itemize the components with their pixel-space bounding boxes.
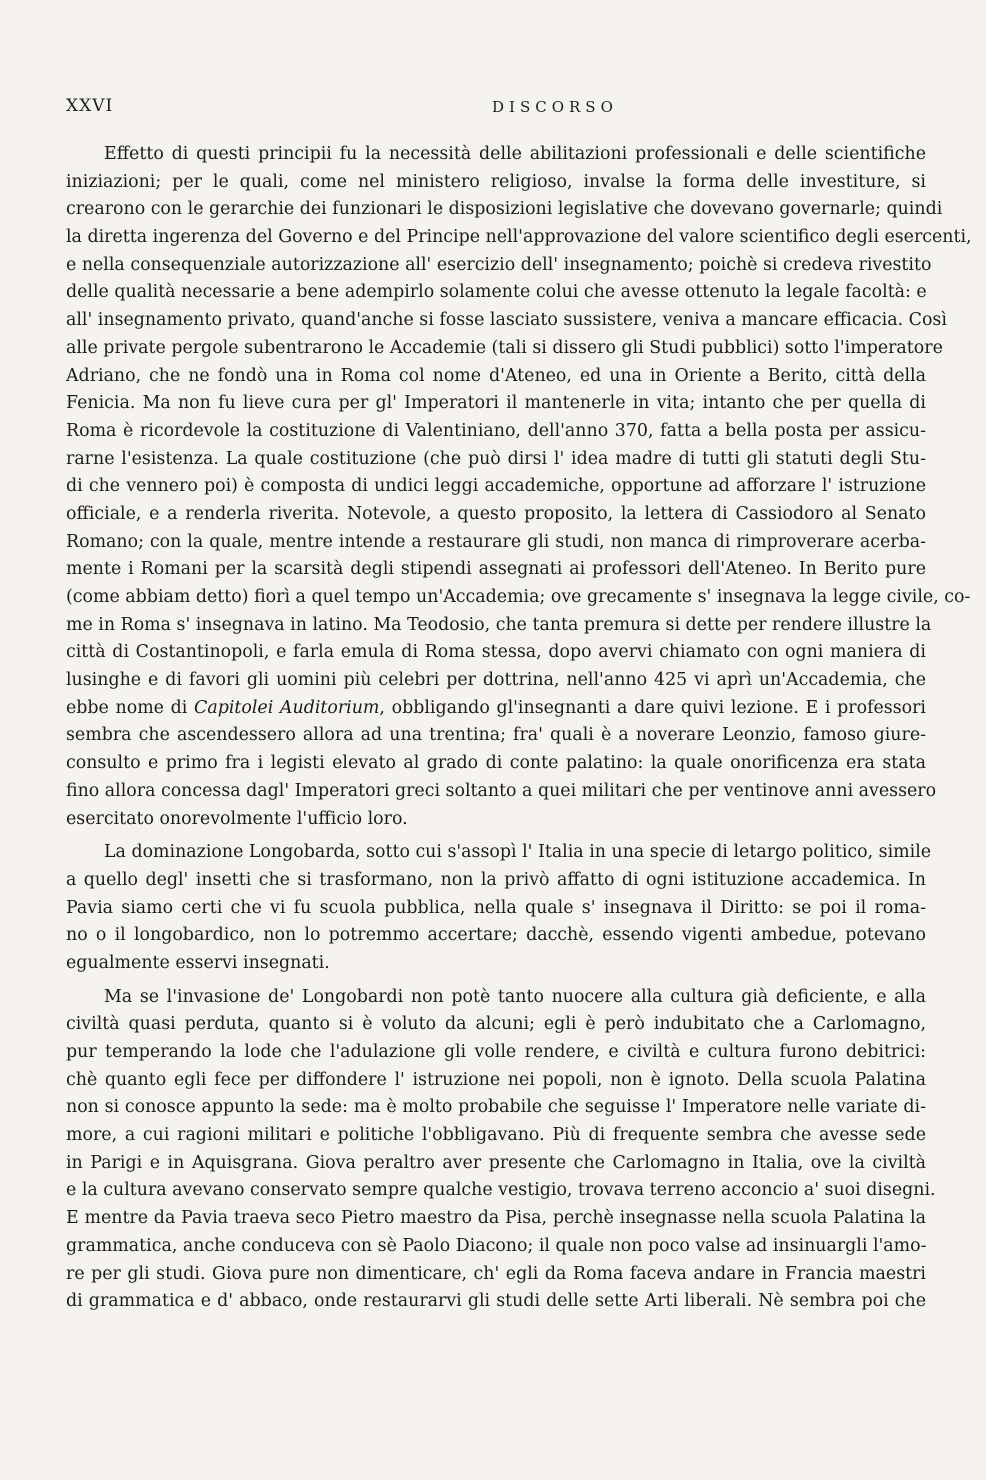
text-line: delle qualità necessarie a bene adempirlo solamente colui che avesse ottenuto la legale facoltà: e [66,282,927,303]
text-line: officiale, e a renderla riverita. Notevole, a questo proposito, la lettera di Cassiodoro al Senato [66,503,926,524]
text-line: more, a cui ragioni militari e politiche l'obbligavano. Più di frequente sembra che avesse sede [66,1125,926,1146]
text-line: (come abbiam detto) fiorì a quel tempo un'Accademia; ove grecamente s' insegnava la legge civile, co- [66,587,971,607]
text-line: La dominazione Longobarda, sotto cui s'assopì l' Italia in una specie di letargo politico, simile [104,842,932,863]
text-line: Roma è ricordevole la costituzione di Valentiniano, dell'anno 370, fatta a bella posta per assicu- [66,420,926,441]
text-line: chè quanto egli fece per diffondere l' istruzione nei popoli, non è ignoto. Della scuola Palatina [66,1069,926,1090]
text-line: crearono con le gerarchie dei funzionari le disposizioni legislative che dovevano governarle; quindi [66,199,943,220]
text-line: lusinghe e di favori gli uomini più celebri per dottrina, nell'anno 425 vi aprì un'Accademia, che [66,670,926,691]
text-line: Adriano, che ne fondò una in Roma col nome d'Ateneo, ed una in Oriente a Berito, città della [66,365,926,386]
text-line: città di Costantinopoli, e farla emula di Roma stessa, dopo avervi chiamato con ogni maniera di [66,642,926,663]
text-line: re per gli studi. Giova pure non dimenticare, ch' egli da Roma faceva andare in Francia maestri [66,1263,926,1284]
text-line: di che vennero poi) è composta di undici leggi accademiche, opportune ad afforzare l' istruzione [66,476,926,497]
text-line: e la cultura avevano conservato sempre qualche vestigio, trovava terreno acconcio a' suoi disegni. [66,1180,936,1201]
text-line: a quello degl' insetti che si trasformano, non la privò affatto di ogni istituzione accademica. In [66,869,926,890]
text-line: la diretta ingerenza del Governo e del Principe nell'approvazione del valore scientifico degli esercenti, [66,227,972,248]
text-line: in Parigi e in Aquisgrana. Giova peraltro aver presente che Carlomagno in Italia, ove la civiltà [66,1152,926,1173]
running-title: DISCORSO [492,98,618,116]
text-line: alle private pergole subentrarono le Accademie (tali si dissero gli Studi pubblici) sotto l'imperatore [66,337,943,358]
text-line: non si conosce appunto la sede: ma è molto probabile che seguisse l' Imperatore nelle variate di- [66,1097,926,1118]
paragraph-1 [66,141,972,833]
text-line: Ma se l'invasione de' Longobardi non potè tanto nuocere alla cultura già deficiente, e alla [104,986,926,1007]
text-line: E mentre da Pavia traeva seco Pietro maestro da Pisa, perchè insegnasse nella scuola Palatina la [66,1208,926,1229]
text-line: egualmente esservi insegnati. [66,952,330,973]
text-line: esercitato onorevolmente l'ufficio loro. [66,808,408,829]
paragraph-3 [66,984,936,1316]
text-line: me in Roma s' insegnava in latino. Ma Teodosio, che tanta premura si dette per rendere illustre la [66,614,932,635]
body-text [66,141,972,1316]
text-line: no o il longobardico, non lo potremmo accertare; dacchè, essendo vigenti ambedue, potevano [66,925,926,946]
text-line: Pavia siamo certi che vi fu scuola pubblica, nella quale s' insegnava il Diritto: se poi il roma- [66,897,926,918]
text-line: consulto e primo fra i legisti elevato al grado di conte palatino: la quale onorificenza era stata [66,753,926,774]
text-line: Fenicia. Ma non fu lieve cura per gl' Imperatori il mantenerle in vita; intanto che per quella di [66,393,926,414]
page-number: XXVI [66,96,114,116]
text-line: fino allora concessa dagl' Imperatori greci soltanto a quei militari che per ventinove anni avessero [66,780,937,801]
page-header [66,96,926,126]
text-line: mente i Romani per la scarsità degli stipendi assegnati ai professori dell'Ateneo. In Berito pure [66,559,926,580]
paragraph-2 [66,839,932,977]
text-line: sembra che ascendessero allora ad una trentina; fra' quali è a noverare Leonzio, famoso giure- [66,725,926,746]
text-line: civiltà quasi perduta, quanto si è voluto da alcuni; egli è però indubitato che a Carlomagno, [66,1014,926,1035]
text-line: grammatica, anche conduceva con sè Paolo Diacono; il quale non poco valse ad insinuargli l'amo- [66,1235,927,1256]
text-line: di grammatica e d' abbaco, onde restaurarvi gli studi delle sette Arti liberali. Nè sembra poi che [66,1291,926,1312]
text-line: rarne l'esistenza. La quale costituzione (che può dirsi l' idea madre di tutti gli statuti degli Stu- [66,448,926,469]
text-line: pur temperando la lode che l'adulazione gli volle rendere, e civiltà e cultura furono debitrici: [66,1042,926,1062]
text-line: ebbe nome di Capitolei Auditorium, obbligando gl'insegnanti a dare quivi lezione. E i professori [66,697,926,718]
text-line: e nella consequenziale autorizzazione all' esercizio dell' insegnamento; poichè si credeva rivestito [66,254,932,275]
text-line: Effetto di questi principii fu la necessità delle abilitazioni professionali e delle scientifiche [104,144,926,164]
text-line: Romano; con la quale, mentre intende a restaurare gli studi, non manca di rimproverare acerba- [66,531,926,552]
text-line: iniziazioni; per le quali, come nel ministero religioso, invalse la forma delle investiture, si [66,171,926,192]
text-line: all' insegnamento privato, quand'anche si fosse lasciato sussistere, veniva a mancare efficacia. Così [66,310,947,331]
